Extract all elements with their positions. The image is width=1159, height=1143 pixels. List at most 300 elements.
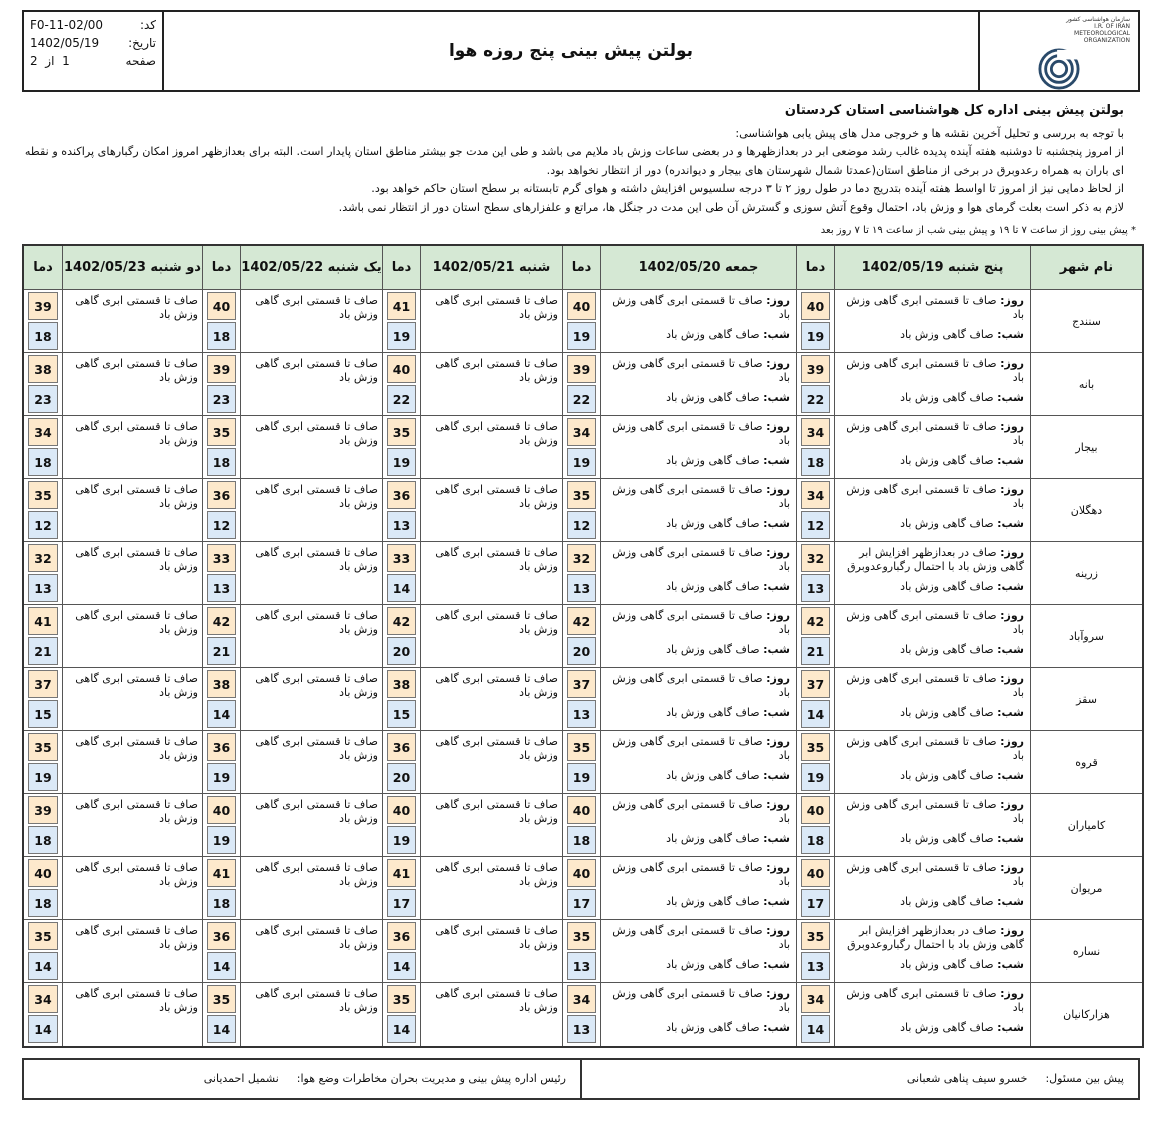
max-temp: 39 [28, 292, 58, 320]
head-signature [24, 1060, 580, 1098]
max-temp: 32 [567, 544, 596, 572]
day-label: روز: [1000, 420, 1024, 433]
max-temp: 32 [801, 544, 830, 572]
table-row [24, 605, 1142, 668]
max-temp: 33 [207, 544, 236, 572]
day-forecast: صاف تا قسمتی ابری گاهی وزش باد [846, 483, 1024, 510]
forecast-cell: صاف تا قسمتی ابری گاهی وزش باد [240, 731, 382, 794]
city-column-header: نام شهر [1030, 246, 1142, 290]
temp-cell [796, 605, 834, 668]
min-temp: 18 [207, 889, 236, 917]
night-label: شب: [997, 769, 1024, 782]
temp-cell [24, 668, 62, 731]
day-label: روز: [766, 483, 790, 496]
meteorological-logo-icon [1031, 48, 1087, 90]
max-temp: 41 [28, 607, 58, 635]
day-forecast: صاف تا قسمتی ابری گاهی وزش باد [612, 357, 790, 384]
city-name: بیجار [1030, 416, 1142, 479]
table-row [24, 731, 1142, 794]
forecast-cell: صاف تا قسمتی ابری گاهی وزش باد [62, 983, 202, 1046]
min-temp: 19 [567, 448, 596, 476]
temp-column-header: دما [796, 246, 834, 290]
forecast-cell [834, 479, 1030, 542]
min-temp: 14 [387, 1015, 416, 1043]
city-name: دهگلان [1030, 479, 1142, 542]
min-temp: 21 [207, 637, 236, 665]
night-label: شب: [997, 958, 1024, 971]
day-forecast: صاف تا قسمتی ابری گاهی وزش باد [612, 609, 790, 636]
day-column-header: شنبه 1402/05/21 [420, 246, 562, 290]
header [22, 10, 1140, 92]
day-label: روز: [766, 735, 790, 748]
max-temp: 34 [801, 418, 830, 446]
city-name: سقز [1030, 668, 1142, 731]
forecast-cell: صاف تا قسمتی ابری گاهی وزش باد [62, 416, 202, 479]
temp-cell [24, 605, 62, 668]
max-temp: 35 [567, 733, 596, 761]
min-temp: 22 [387, 385, 416, 413]
min-temp: 15 [387, 700, 416, 728]
min-temp: 19 [207, 826, 236, 854]
city-name: سروآباد [1030, 605, 1142, 668]
forecast-cell [834, 605, 1030, 668]
forecast-cell [600, 794, 796, 857]
max-temp: 36 [207, 733, 236, 761]
temp-cell [382, 542, 420, 605]
day-label: روز: [1000, 546, 1024, 559]
intro-paragraph: از امروز پنجشنبه تا دوشنبه هفته آینده پدیده غالب رشد موضعی ابر در بعدازظهرها و در بعضی ساعات وزش باد ملایم می باشد و طی این مدت جو بیشتر مناطق استان پایدار است. البته برای بعدازظهر امروز امکان رگبارهای پراکنده و نقطه ای باران به همراه رعدوبرق در برخی از مناطق استان(عمدتا شمال شهرستان های بیجار و دیواندره) دور از انتظار نخواهد بود. [24, 145, 1124, 177]
temp-cell [202, 479, 240, 542]
temp-cell [796, 668, 834, 731]
temp-cell [202, 857, 240, 920]
forecast-cell: صاف تا قسمتی ابری گاهی وزش باد [62, 290, 202, 353]
max-temp: 35 [28, 922, 58, 950]
night-label: شب: [763, 832, 790, 845]
temp-cell [562, 920, 600, 983]
forecast-cell [600, 668, 796, 731]
night-label: شب: [997, 580, 1024, 593]
forecast-cell [834, 668, 1030, 731]
min-temp: 17 [387, 889, 416, 917]
temp-cell [382, 353, 420, 416]
max-temp: 40 [801, 859, 830, 887]
temp-cell [382, 983, 420, 1046]
min-temp: 19 [567, 763, 596, 791]
max-temp: 36 [387, 733, 416, 761]
min-temp: 19 [387, 826, 416, 854]
temp-cell [24, 983, 62, 1046]
min-temp: 18 [801, 826, 830, 854]
min-temp: 14 [28, 1015, 58, 1043]
day-column-header: یک شنبه 1402/05/22 [240, 246, 382, 290]
logo [978, 12, 1138, 90]
forecast-cell: صاف تا قسمتی ابری گاهی وزش باد [62, 857, 202, 920]
city-name: کامیاران [1030, 794, 1142, 857]
night-label: شب: [763, 391, 790, 404]
forecast-cell: صاف تا قسمتی ابری گاهی وزش باد [240, 920, 382, 983]
min-temp: 22 [801, 385, 830, 413]
forecast-table [22, 244, 1144, 1048]
forecast-cell: صاف تا قسمتی ابری گاهی وزش باد [420, 857, 562, 920]
max-temp: 42 [387, 607, 416, 635]
min-temp: 20 [387, 637, 416, 665]
night-forecast: صاف گاهی وزش باد [900, 517, 994, 530]
forecast-cell: صاف تا قسمتی ابری گاهی وزش باد [240, 416, 382, 479]
min-temp: 19 [28, 763, 58, 791]
day-label: روز: [1000, 609, 1024, 622]
min-temp: 22 [567, 385, 596, 413]
temp-cell [24, 857, 62, 920]
min-temp: 23 [28, 385, 58, 413]
table-row [24, 983, 1142, 1046]
table-row [24, 416, 1142, 479]
forecast-cell [600, 416, 796, 479]
temp-cell [24, 920, 62, 983]
min-temp: 18 [28, 889, 58, 917]
max-temp: 41 [387, 859, 416, 887]
temp-cell [382, 479, 420, 542]
code-value: F0-11-02/00 [30, 18, 104, 32]
forecast-cell [834, 353, 1030, 416]
night-forecast: صاف گاهی وزش باد [666, 643, 760, 656]
night-label: شب: [763, 328, 790, 341]
footer [22, 1058, 1140, 1100]
forecast-cell [600, 605, 796, 668]
max-temp: 32 [28, 544, 58, 572]
day-label: روز: [766, 357, 790, 370]
forecast-cell: صاف تا قسمتی ابری گاهی وزش باد [420, 920, 562, 983]
forecast-cell: صاف تا قسمتی ابری گاهی وزش باد [420, 542, 562, 605]
temp-cell [24, 794, 62, 857]
day-forecast: صاف تا قسمتی ابری گاهی وزش باد [612, 294, 790, 321]
min-temp: 23 [207, 385, 236, 413]
night-forecast: صاف گاهی وزش باد [900, 706, 994, 719]
intro-paragraph: از لحاظ دمایی نیز از امروز تا اواسط هفته آینده بتدریج دما در طول روز ۲ تا ۳ درجه سلسیوس افزایش داشته و هوای گرم تابستانه بر سطح استان حاکم خواهد بود. [371, 182, 1124, 195]
min-temp: 19 [801, 763, 830, 791]
night-label: شب: [763, 454, 790, 467]
table-row [24, 920, 1142, 983]
min-temp: 13 [567, 952, 596, 980]
min-temp: 13 [207, 574, 236, 602]
page-number: 1 از 2 [30, 54, 70, 68]
intro-paragraph: لازم به ذکر است بعلت گرمای هوا و وزش باد، احتمال وقوع آتش سوزی و گسترش آن طی این مدت در جنگل ها، مراتع و علفزارهای سطح استان دور از انتظار نمی باشد. [338, 200, 1124, 214]
min-temp: 18 [567, 826, 596, 854]
day-label: روز: [766, 609, 790, 622]
min-temp: 19 [207, 763, 236, 791]
table-header-row [24, 246, 1142, 290]
max-temp: 37 [801, 670, 830, 698]
table-row [24, 353, 1142, 416]
day-label: روز: [1000, 861, 1024, 874]
max-temp: 40 [567, 859, 596, 887]
max-temp: 35 [567, 481, 596, 509]
max-temp: 38 [387, 670, 416, 698]
temp-column-header: دما [562, 246, 600, 290]
forecast-cell: صاف تا قسمتی ابری گاهی وزش باد [420, 983, 562, 1046]
min-temp: 18 [28, 448, 58, 476]
forecast-cell: صاف تا قسمتی ابری گاهی وزش باد [62, 542, 202, 605]
max-temp: 42 [801, 607, 830, 635]
max-temp: 42 [567, 607, 596, 635]
bulletin-page [22, 10, 1140, 1100]
night-forecast: صاف گاهی وزش باد [666, 895, 760, 908]
max-temp: 41 [207, 859, 236, 887]
temp-cell [24, 479, 62, 542]
forecast-cell: صاف تا قسمتی ابری گاهی وزش باد [420, 668, 562, 731]
forecast-cell: صاف تا قسمتی ابری گاهی وزش باد [62, 353, 202, 416]
max-temp: 35 [207, 418, 236, 446]
forecast-cell: صاف تا قسمتی ابری گاهی وزش باد [240, 668, 382, 731]
temp-cell [796, 542, 834, 605]
min-temp: 14 [801, 700, 830, 728]
forecast-cell [834, 290, 1030, 353]
temp-cell [796, 353, 834, 416]
temp-cell [796, 983, 834, 1046]
day-label: روز: [766, 546, 790, 559]
night-forecast: صاف گاهی وزش باد [666, 391, 760, 404]
forecast-table-body [24, 290, 1142, 1046]
min-temp: 12 [28, 511, 58, 539]
forecast-cell: صاف تا قسمتی ابری گاهی وزش باد [420, 605, 562, 668]
night-label: شب: [763, 769, 790, 782]
day-forecast: صاف در بعدازظهر افزایش ابر گاهی وزش باد با احتمال رگباروعدوبرق [847, 924, 1024, 951]
forecast-cell: صاف تا قسمتی ابری گاهی وزش باد [240, 983, 382, 1046]
intro-heading: بولتن پیش بینی اداره کل هواشناسی استان کردستان [784, 103, 1124, 118]
day-label: روز: [766, 924, 790, 937]
day-forecast: صاف تا قسمتی ابری گاهی وزش باد [846, 861, 1024, 888]
forecast-cell [834, 983, 1030, 1046]
day-label: روز: [766, 798, 790, 811]
max-temp: 34 [28, 985, 58, 1013]
max-temp: 40 [387, 796, 416, 824]
max-temp: 34 [567, 985, 596, 1013]
day-forecast: صاف تا قسمتی ابری گاهی وزش باد [612, 987, 790, 1014]
day-forecast: صاف تا قسمتی ابری گاهی وزش باد [846, 294, 1024, 321]
max-temp: 35 [801, 922, 830, 950]
min-temp: 19 [387, 448, 416, 476]
day-forecast: صاف تا قسمتی ابری گاهی وزش باد [612, 861, 790, 888]
forecast-cell: صاف تا قسمتی ابری گاهی وزش باد [240, 290, 382, 353]
max-temp: 40 [801, 796, 830, 824]
min-temp: 18 [207, 322, 236, 350]
temp-cell [562, 479, 600, 542]
min-temp: 18 [28, 322, 58, 350]
max-temp: 40 [207, 292, 236, 320]
forecast-cell [834, 731, 1030, 794]
night-forecast: صاف گاهی وزش باد [666, 328, 760, 341]
max-temp: 34 [801, 985, 830, 1013]
min-temp: 15 [28, 700, 58, 728]
night-label: شب: [763, 895, 790, 908]
day-column-header: دو شنبه 1402/05/23 [62, 246, 202, 290]
table-row [24, 542, 1142, 605]
night-label: شب: [763, 706, 790, 719]
forecast-cell: صاف تا قسمتی ابری گاهی وزش باد [62, 668, 202, 731]
forecast-cell [834, 920, 1030, 983]
day-forecast: صاف تا قسمتی ابری گاهی وزش باد [612, 483, 790, 510]
temp-cell [202, 290, 240, 353]
forecast-cell: صاف تا قسمتی ابری گاهی وزش باد [420, 731, 562, 794]
table-row [24, 857, 1142, 920]
min-temp: 13 [801, 574, 830, 602]
city-name: هزارکانیان [1030, 983, 1142, 1046]
max-temp: 42 [207, 607, 236, 635]
temp-cell [382, 416, 420, 479]
forecast-cell: صاف تا قسمتی ابری گاهی وزش باد [240, 857, 382, 920]
max-temp: 37 [28, 670, 58, 698]
max-temp: 35 [28, 481, 58, 509]
day-forecast: صاف تا قسمتی ابری گاهی وزش باد [846, 987, 1024, 1014]
night-forecast: صاف گاهی وزش باد [900, 895, 994, 908]
max-temp: 39 [567, 355, 596, 383]
temp-cell [202, 731, 240, 794]
temp-cell [562, 542, 600, 605]
temp-cell [562, 668, 600, 731]
day-forecast: صاف تا قسمتی ابری گاهی وزش باد [846, 609, 1024, 636]
forecast-cell [600, 920, 796, 983]
temp-cell [562, 353, 600, 416]
temp-cell [202, 353, 240, 416]
temp-column-header: دما [24, 246, 62, 290]
max-temp: 40 [567, 292, 596, 320]
night-label: شب: [997, 1021, 1024, 1034]
temp-cell [562, 794, 600, 857]
temp-cell [202, 794, 240, 857]
temp-cell [796, 857, 834, 920]
forecaster-name: خسرو سیف پناهی شعبانی [906, 1072, 1028, 1085]
day-forecast: صاف تا قسمتی ابری گاهی وزش باد [612, 420, 790, 447]
date-value: 1402/05/19 [30, 36, 100, 50]
max-temp: 35 [28, 733, 58, 761]
forecast-cell: صاف تا قسمتی ابری گاهی وزش باد [62, 794, 202, 857]
temp-cell [24, 353, 62, 416]
min-temp: 13 [567, 700, 596, 728]
intro-section [22, 102, 1140, 217]
head-label: رئیس اداره پیش بینی و مدیریت بحران مخاطرات وضع هوا: [296, 1072, 566, 1085]
temp-cell [382, 857, 420, 920]
min-temp: 20 [567, 637, 596, 665]
forecast-cell: صاف تا قسمتی ابری گاهی وزش باد [62, 920, 202, 983]
forecast-cell [600, 983, 796, 1046]
min-temp: 17 [801, 889, 830, 917]
date-label: تاریخ: [128, 36, 156, 50]
day-forecast: صاف تا قسمتی ابری گاهی وزش باد [612, 672, 790, 699]
head-name: نشمیل احمدیانی [203, 1072, 279, 1085]
max-temp: 39 [207, 355, 236, 383]
night-label: شب: [763, 643, 790, 656]
forecast-cell: صاف تا قسمتی ابری گاهی وزش باد [240, 353, 382, 416]
day-column-header: جمعه 1402/05/20 [600, 246, 796, 290]
day-label: روز: [1000, 798, 1024, 811]
min-temp: 14 [207, 1015, 236, 1043]
night-forecast: صاف گاهی وزش باد [900, 1021, 994, 1034]
forecast-time-note: * پیش بینی روز از ساعت ۷ تا ۱۹ و پیش بینی شب از ساعت ۱۹ تا ۷ روز بعد [820, 225, 1136, 236]
day-forecast: صاف تا قسمتی ابری گاهی وزش باد [612, 798, 790, 825]
night-label: شب: [763, 958, 790, 971]
min-temp: 13 [801, 952, 830, 980]
forecast-cell [600, 542, 796, 605]
page-label: صفحه [125, 54, 156, 68]
min-temp: 17 [567, 889, 596, 917]
min-temp: 19 [801, 322, 830, 350]
temp-cell [24, 542, 62, 605]
max-temp: 35 [567, 922, 596, 950]
day-forecast: صاف تا قسمتی ابری گاهی وزش باد [612, 924, 790, 951]
day-label: روز: [1000, 294, 1024, 307]
intro-paragraph: با توجه به بررسی و تحلیل آخرین نقشه ها و خروجی مدل های پیش یابی هواشناسی: [735, 126, 1124, 140]
night-label: شب: [997, 706, 1024, 719]
forecast-cell: صاف تا قسمتی ابری گاهی وزش باد [420, 353, 562, 416]
min-temp: 18 [207, 448, 236, 476]
night-label: شب: [997, 832, 1024, 845]
max-temp: 40 [387, 355, 416, 383]
city-name: بانه [1030, 353, 1142, 416]
min-temp: 18 [28, 826, 58, 854]
forecast-cell [600, 353, 796, 416]
forecast-cell [834, 542, 1030, 605]
temp-cell [562, 857, 600, 920]
forecast-cell [600, 731, 796, 794]
min-temp: 14 [801, 1015, 830, 1043]
city-name: مریوان [1030, 857, 1142, 920]
max-temp: 39 [801, 355, 830, 383]
night-label: شب: [997, 391, 1024, 404]
forecast-cell: صاف تا قسمتی ابری گاهی وزش باد [62, 479, 202, 542]
city-name: زرینه [1030, 542, 1142, 605]
temp-cell [202, 983, 240, 1046]
table-row [24, 479, 1142, 542]
city-name: قروه [1030, 731, 1142, 794]
max-temp: 38 [207, 670, 236, 698]
max-temp: 36 [207, 481, 236, 509]
day-label: روز: [766, 294, 790, 307]
min-temp: 20 [387, 763, 416, 791]
forecast-cell: صاف تا قسمتی ابری گاهی وزش باد [62, 605, 202, 668]
forecast-cell: صاف تا قسمتی ابری گاهی وزش باد [240, 794, 382, 857]
night-forecast: صاف گاهی وزش باد [900, 580, 994, 593]
temp-cell [202, 668, 240, 731]
day-label: روز: [766, 987, 790, 1000]
max-temp: 40 [28, 859, 58, 887]
night-forecast: صاف گاهی وزش باد [666, 706, 760, 719]
night-forecast: صاف گاهی وزش باد [666, 958, 760, 971]
temp-cell [24, 416, 62, 479]
night-forecast: صاف گاهی وزش باد [900, 958, 994, 971]
day-forecast: صاف تا قسمتی ابری گاهی وزش باد [846, 672, 1024, 699]
min-temp: 14 [28, 952, 58, 980]
night-label: شب: [997, 328, 1024, 341]
max-temp: 38 [28, 355, 58, 383]
temp-cell [562, 290, 600, 353]
min-temp: 19 [567, 322, 596, 350]
day-label: روز: [1000, 483, 1024, 496]
forecast-cell: صاف تا قسمتی ابری گاهی وزش باد [240, 605, 382, 668]
max-temp: 34 [28, 418, 58, 446]
night-forecast: صاف گاهی وزش باد [900, 832, 994, 845]
temp-cell [796, 479, 834, 542]
night-label: شب: [997, 643, 1024, 656]
day-forecast: صاف تا قسمتی ابری گاهی وزش باد [612, 546, 790, 573]
temp-cell [382, 731, 420, 794]
forecast-cell [600, 290, 796, 353]
forecast-cell [834, 794, 1030, 857]
temp-cell [24, 731, 62, 794]
min-temp: 13 [567, 1015, 596, 1043]
min-temp: 12 [567, 511, 596, 539]
min-temp: 19 [387, 322, 416, 350]
min-temp: 14 [207, 700, 236, 728]
forecast-cell [600, 479, 796, 542]
